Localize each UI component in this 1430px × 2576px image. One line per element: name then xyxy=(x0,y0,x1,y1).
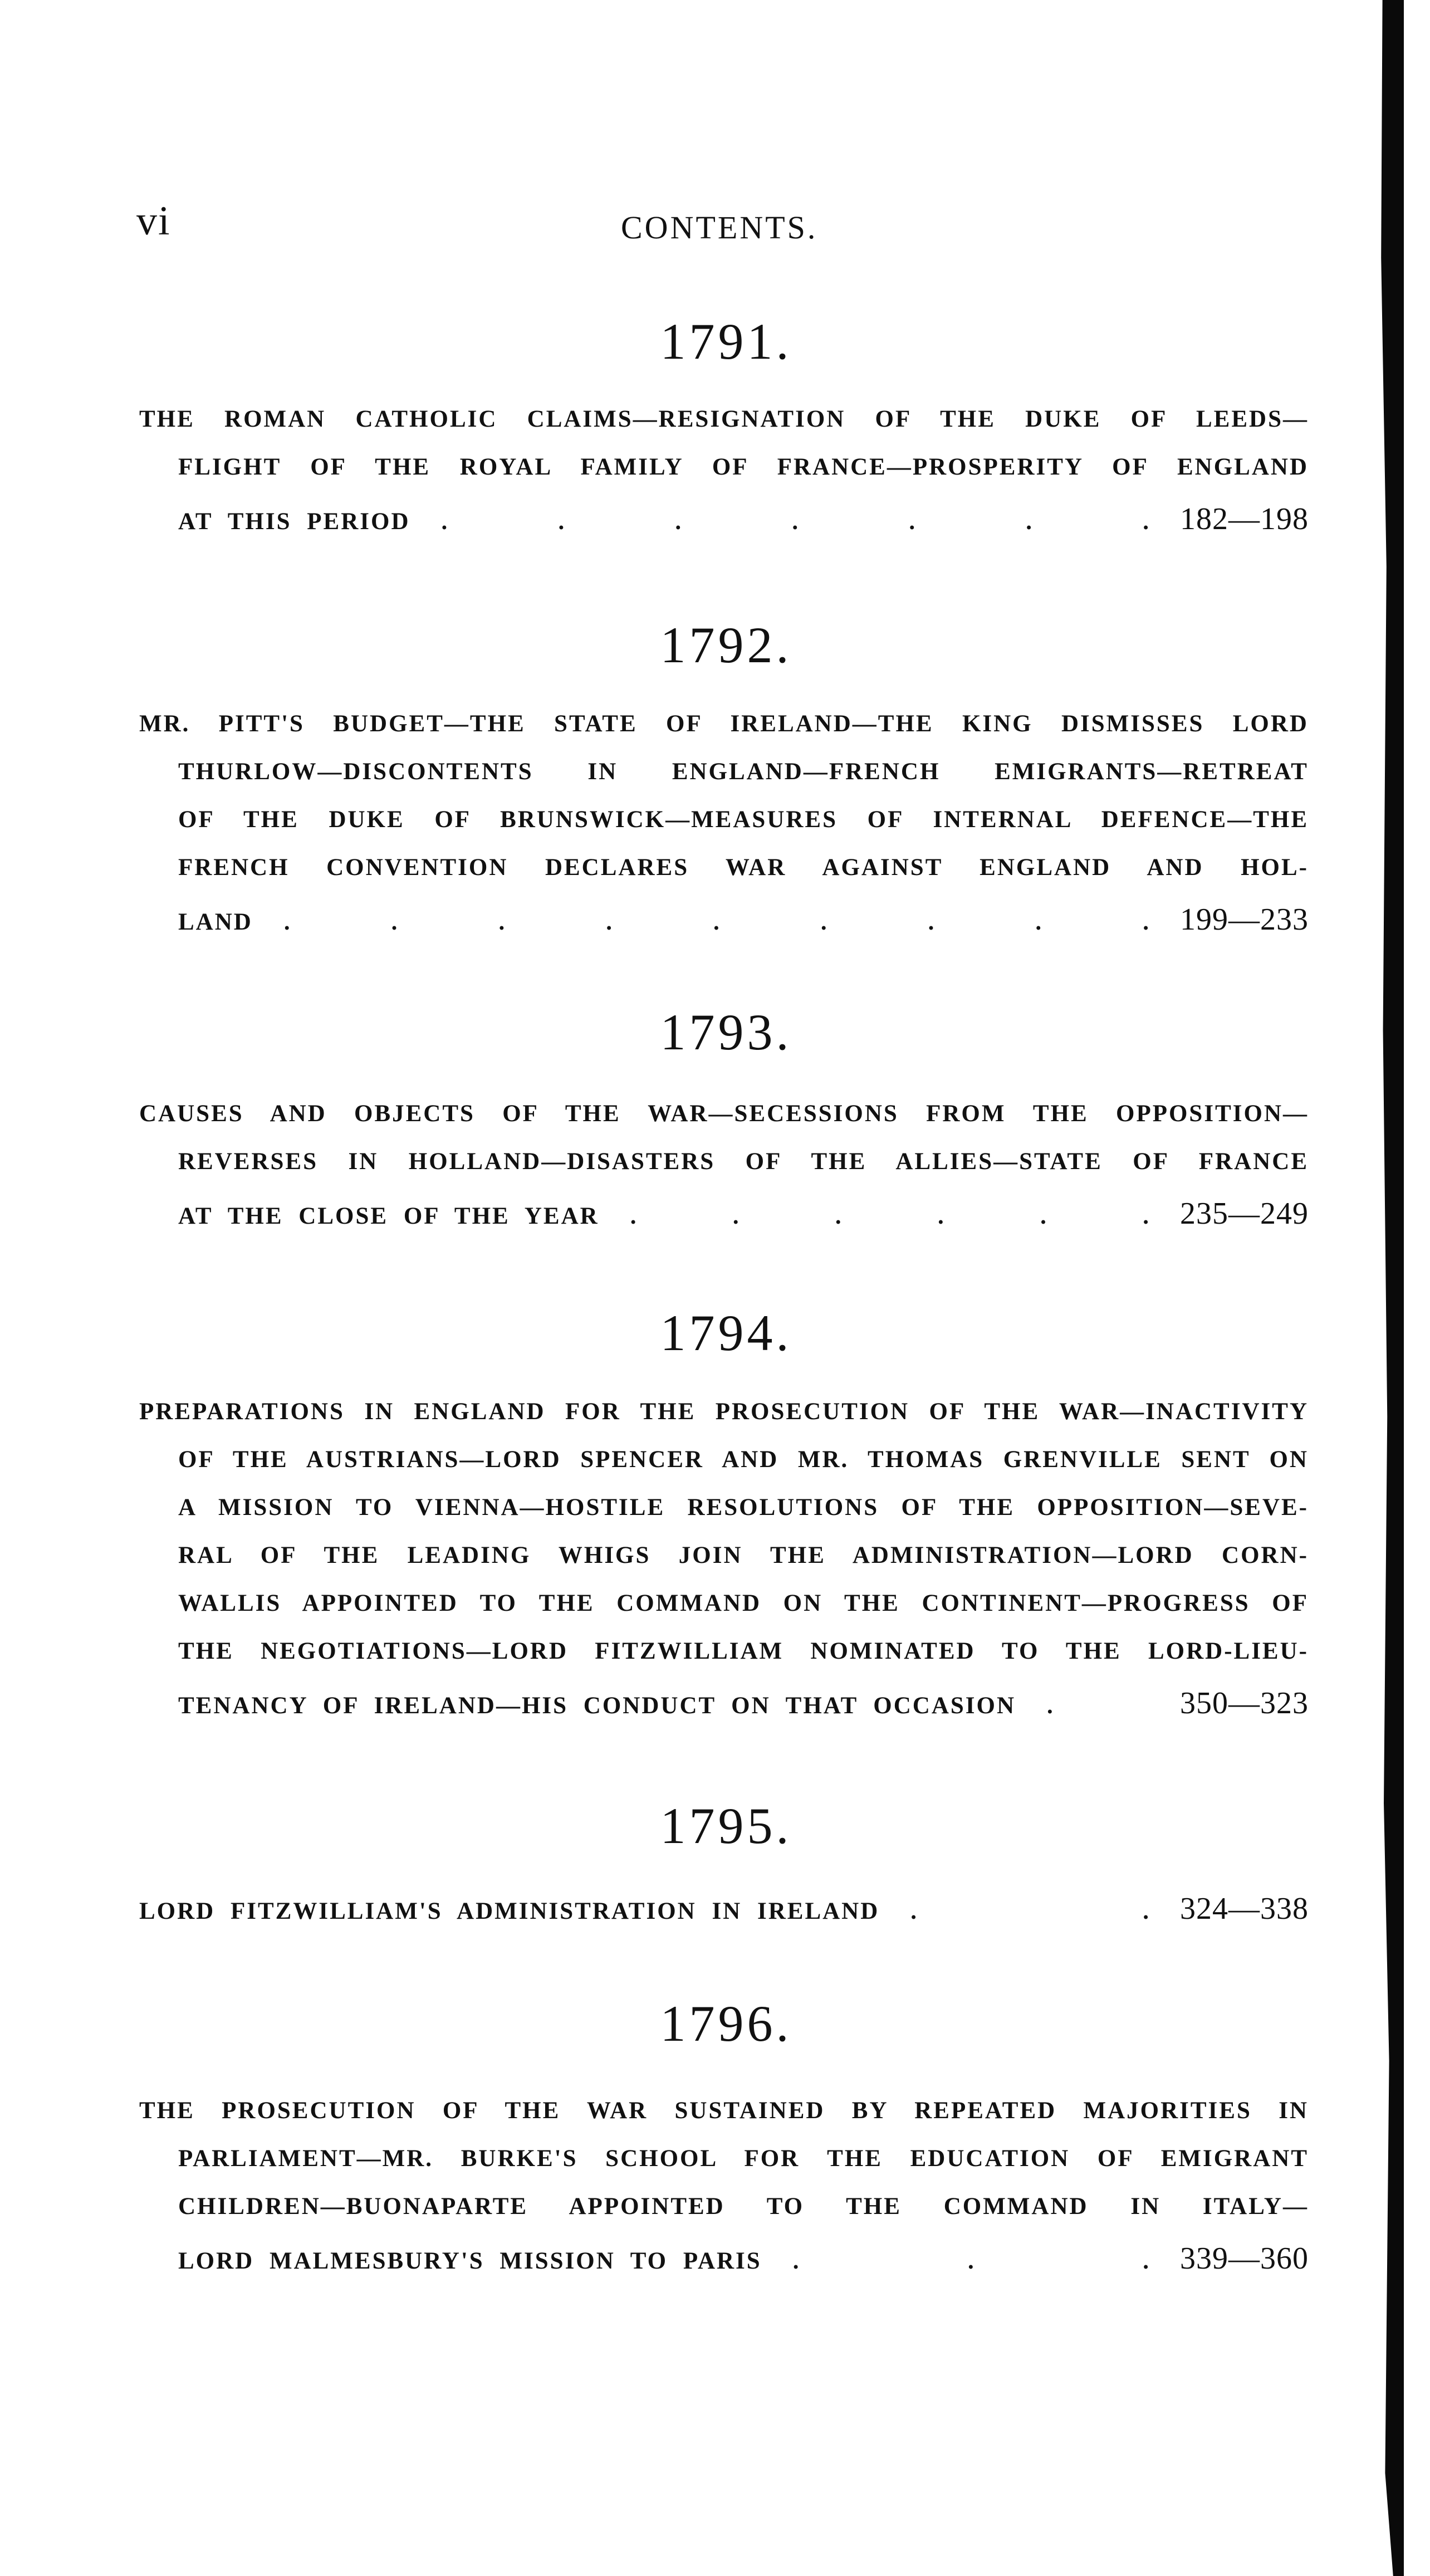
entry-line: LORD FITZWILLIAM'S ADMINISTRATION IN IRELAND xyxy=(139,1898,880,1924)
page-range: 350—323 xyxy=(1180,1686,1309,1720)
running-head xyxy=(0,198,1430,248)
entry-line: THE ROMAN CATHOLIC CLAIMS—RESIGNATION OF THE DUKE OF LEEDS— xyxy=(139,406,1309,432)
page-edge-shadow xyxy=(1367,0,1430,2576)
page-number: vi xyxy=(136,198,171,244)
entry-line: AT THE CLOSE OF THE YEAR xyxy=(178,1203,599,1229)
contents-entry xyxy=(139,405,1309,549)
entry-line: CAUSES AND OBJECTS OF THE WAR—SECESSIONS FROM THE OPPOSITION— xyxy=(139,1101,1309,1127)
entry-last-line xyxy=(178,902,1309,950)
entry-line: THE PROSECUTION OF THE WAR SUSTAINED BY REPEATED MAJORITIES IN xyxy=(139,2098,1309,2124)
entry-line: MR. PITT'S BUDGET—THE STATE OF IRELAND—THE KING DISMISSES LORD xyxy=(139,711,1309,737)
page-range: 182—198 xyxy=(1180,502,1309,536)
entry-line: AT THIS PERIOD xyxy=(178,509,410,535)
dot-leader: . xyxy=(1047,1693,1053,1719)
year-heading: 1795. xyxy=(660,1797,792,1854)
dot-leader: . . . xyxy=(792,2248,1149,2274)
entry-last-line xyxy=(178,1196,1309,1244)
entry-line: THURLOW—DISCONTENTS IN ENGLAND—FRENCH EMIGRANTS—RETREAT xyxy=(178,759,1309,785)
entry-last-line xyxy=(178,2241,1309,2289)
entry-line: FLIGHT OF THE ROYAL FAMILY OF FRANCE—PROSPERITY OF ENGLAND xyxy=(178,454,1309,480)
entry-line: PREPARATIONS IN ENGLAND FOR THE PROSECUTION OF THE WAR—INACTIVITY xyxy=(139,1399,1309,1425)
entry-line: REVERSES IN HOLLAND—DISASTERS OF THE ALLIES—STATE OF FRANCE xyxy=(178,1148,1309,1175)
entry-last-line xyxy=(178,501,1309,549)
year-heading: 1793. xyxy=(660,1004,792,1060)
year-heading: 1794. xyxy=(660,1304,792,1361)
year-heading: 1792. xyxy=(660,617,792,673)
contents-entry xyxy=(139,1891,1309,1939)
entry-line: THE NEGOTIATIONS—LORD FITZWILLIAM NOMINATED TO THE LORD-LIEU- xyxy=(178,1638,1309,1664)
entry-line: LAND xyxy=(178,909,253,935)
running-title: CONTENTS. xyxy=(621,209,818,246)
contents-entry xyxy=(139,1100,1309,1244)
entry-line: A MISSION TO VIENNA—HOSTILE RESOLUTIONS OF THE OPPOSITION—SEVE- xyxy=(178,1494,1309,1521)
entry-line: LORD MALMESBURY'S MISSION TO PARIS xyxy=(178,2248,762,2274)
contents-entry xyxy=(139,710,1309,950)
year-heading: 1796. xyxy=(660,1995,792,2052)
contents-entry xyxy=(139,2097,1309,2289)
entry-line: WALLIS APPOINTED TO THE COMMAND ON THE CONTINENT—PROGRESS OF xyxy=(178,1590,1309,1616)
entry-line: TENANCY OF IRELAND—HIS CONDUCT ON THAT OCCASION xyxy=(178,1693,1016,1719)
entry-line: PARLIAMENT—MR. BURKE'S SCHOOL FOR THE EDUCATION OF EMIGRANT xyxy=(178,2145,1309,2172)
page-range: 339—360 xyxy=(1180,2241,1309,2276)
dot-leader: . . . . . . xyxy=(630,1203,1149,1229)
dot-leader: . . xyxy=(910,1898,1149,1924)
page-range: 324—338 xyxy=(1180,1891,1309,1926)
entry-line: OF THE DUKE OF BRUNSWICK—MEASURES OF INTERNAL DEFENCE—THE xyxy=(178,806,1309,833)
page-range: 199—233 xyxy=(1180,902,1309,937)
year-heading: 1791. xyxy=(660,313,792,370)
page-range: 235—249 xyxy=(1180,1196,1309,1231)
contents-entry xyxy=(139,1398,1309,1733)
entry-last-line xyxy=(139,1891,1309,1939)
dot-leader: . . . . . . . xyxy=(441,509,1149,535)
entry-line: CHILDREN—BUONAPARTE APPOINTED TO THE COMMAND IN ITALY— xyxy=(178,2193,1309,2220)
dot-leader: . . . . . . . . . xyxy=(283,909,1149,935)
entry-line: FRENCH CONVENTION DECLARES WAR AGAINST ENGLAND AND HOL- xyxy=(178,854,1309,881)
entry-last-line xyxy=(178,1685,1309,1733)
entry-line: RAL OF THE LEADING WHIGS JOIN THE ADMINISTRATION—LORD CORN- xyxy=(178,1542,1309,1568)
entry-line: OF THE AUSTRIANS—LORD SPENCER AND MR. THOMAS GRENVILLE SENT ON xyxy=(178,1446,1309,1473)
